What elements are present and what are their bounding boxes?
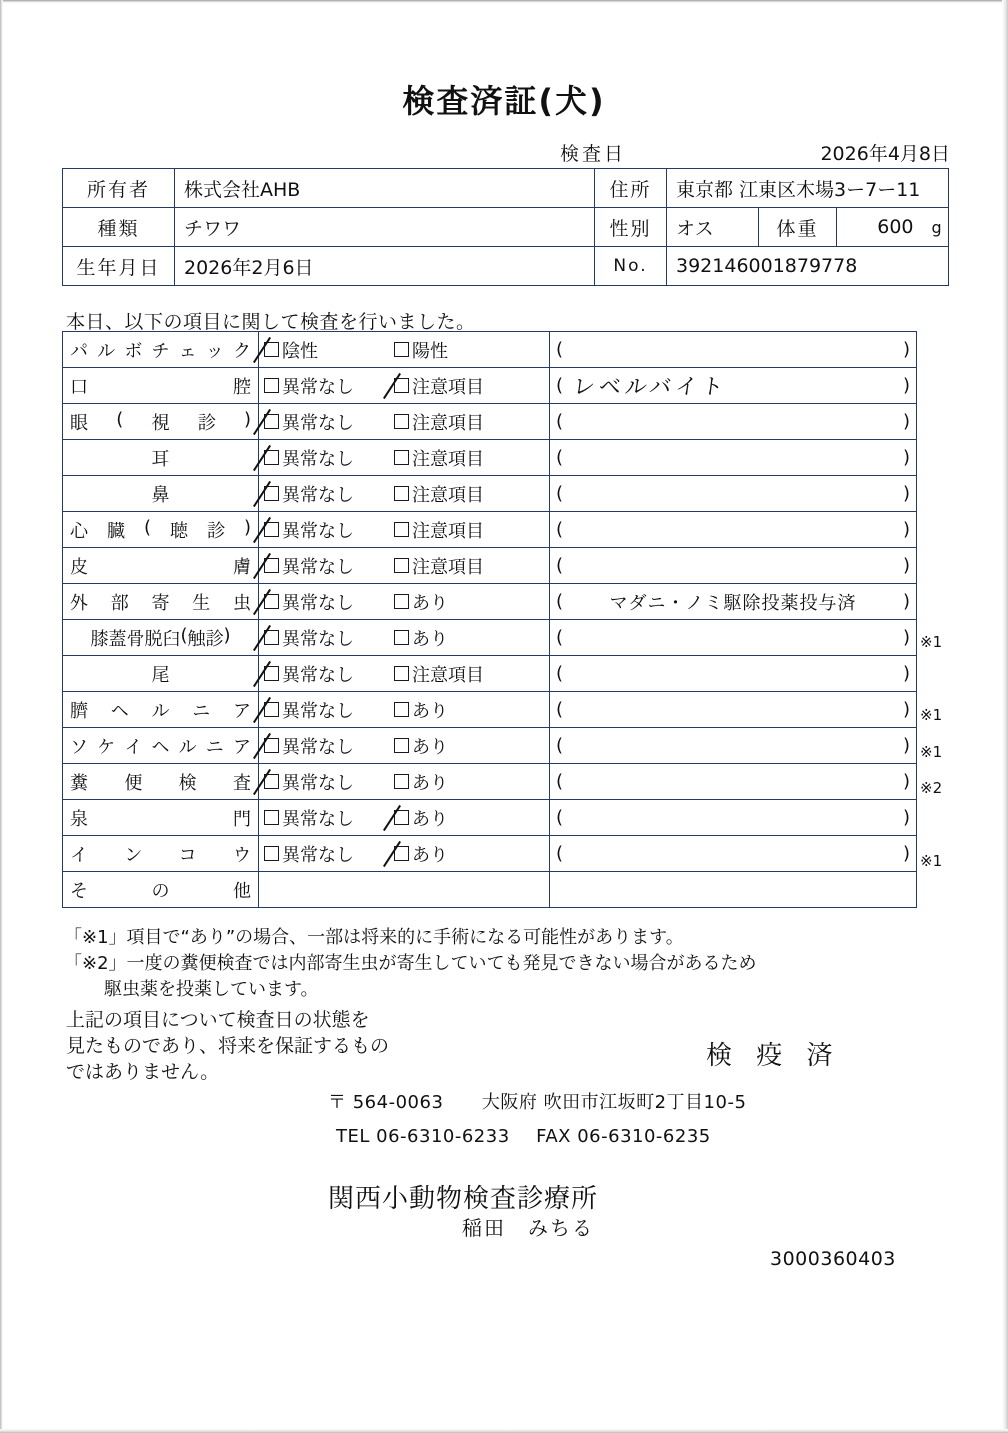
address-value: 東京都 江東区木場3ー7ー11: [667, 169, 949, 208]
checkbox-label: 異常なし: [282, 700, 354, 722]
exam-item-note[interactable]: [550, 440, 917, 476]
checkbox-option-2[interactable]: [394, 517, 484, 543]
exam-date-label: 検査日: [560, 143, 627, 165]
checkbox-label: 注意項目: [412, 412, 484, 434]
table-row: [63, 440, 917, 476]
checked-checkbox-icon[interactable]: [394, 846, 409, 861]
checkbox-label: 異常なし: [282, 844, 354, 866]
checkbox-label: 注意項目: [412, 664, 484, 686]
footnote-marker: ※2: [920, 779, 943, 798]
exam-item-label: 鼻: [63, 476, 259, 512]
exam-item-options: [259, 584, 550, 620]
veterinarian-name: 稲田 みちる: [462, 1216, 594, 1240]
checkbox-option-2[interactable]: [394, 805, 448, 831]
sex-label: 性別: [595, 208, 667, 247]
checkbox-label: 注意項目: [412, 520, 484, 542]
breed-label: 種類: [63, 208, 175, 247]
footnote-marker: ※1: [920, 852, 943, 871]
exam-item-label: イ ン コ ウ: [63, 836, 259, 872]
note-paren-open: (: [556, 591, 564, 612]
exam-item-options: [259, 800, 550, 836]
checked-checkbox-icon[interactable]: [264, 666, 279, 681]
weight-label: 体重: [759, 208, 837, 247]
footnote-marker: [920, 441, 990, 478]
checked-checkbox-icon[interactable]: [264, 594, 279, 609]
checked-checkbox-icon[interactable]: [264, 342, 279, 357]
checkbox-icon[interactable]: [394, 666, 409, 681]
exam-item-label: 臍 ヘ ル ニ ア: [63, 692, 259, 728]
note-paren-close: ): [902, 807, 910, 828]
table-row: [63, 692, 917, 728]
checkbox-label: 陽性: [412, 340, 448, 362]
exam-item-note[interactable]: [550, 332, 917, 368]
birthdate-label: 生年月日: [63, 247, 175, 286]
checkbox-label: 異常なし: [282, 592, 354, 614]
exam-item-label: ソ ケ イ ヘ ル ニ ア: [63, 728, 259, 764]
note-text: レベルバイト: [571, 375, 729, 400]
exam-item-options: [259, 512, 550, 548]
checkbox-option-1[interactable]: [264, 409, 394, 435]
checkbox-option-1[interactable]: [264, 445, 394, 471]
exam-item-label: 皮 膚: [63, 548, 259, 584]
table-row: [63, 404, 917, 440]
note-paren-open: (: [556, 843, 564, 864]
checkbox-label: 陰性: [282, 340, 318, 362]
checked-checkbox-icon[interactable]: [264, 774, 279, 789]
examination-checklist-table: [62, 331, 917, 908]
checkbox-option-1[interactable]: [264, 805, 394, 831]
clinic-address-text: 大阪府 吹田市江坂町2丁目10-5: [481, 1092, 747, 1113]
checkbox-icon[interactable]: [394, 738, 409, 753]
exam-item-note[interactable]: [550, 404, 917, 440]
note-paren-close: ): [902, 699, 910, 720]
checkbox-label: 異常なし: [282, 412, 354, 434]
checkbox-icon[interactable]: [394, 522, 409, 537]
checkbox-option-2[interactable]: [394, 553, 484, 579]
exam-item-options: [259, 404, 550, 440]
exam-item-label: 外 部 寄 生 虫: [63, 584, 259, 620]
note-paren-close: ): [902, 591, 910, 612]
sex-value: オス: [667, 208, 759, 247]
disclaimer-line-3: ではありません。: [66, 1061, 220, 1083]
note-paren-close: ): [902, 411, 910, 432]
page-title: 検査済証(犬): [402, 82, 606, 120]
checkbox-icon[interactable]: [394, 630, 409, 645]
checkbox-label: 注意項目: [412, 484, 484, 506]
exam-item-label: 眼 ( 視 診 ): [63, 404, 259, 440]
intro-sentence: 本日、以下の項目に関して検査を行いました。: [66, 311, 476, 333]
exam-item-label: そ の 他: [63, 872, 259, 908]
footnote-2-cont: 駆虫薬を投薬しています。: [104, 979, 319, 1000]
note-paren-close: ): [902, 375, 910, 396]
footnote-1: 「※1」項目で“あり”の場合、一部は将来的に手術になる可能性があります。: [64, 927, 684, 948]
note-paren-open: (: [556, 771, 564, 792]
exam-item-label: 口 腔: [63, 368, 259, 404]
table-row-breed: [63, 208, 949, 247]
footnote-marker: [920, 368, 990, 405]
note-paren-open: (: [556, 519, 564, 540]
footnote-marker: [920, 551, 990, 588]
exam-item-note[interactable]: [550, 656, 917, 692]
exam-item-note[interactable]: [550, 764, 917, 800]
checkbox-icon[interactable]: [394, 774, 409, 789]
exam-item-options: [259, 728, 550, 764]
footnote-marker: [920, 660, 990, 697]
checked-checkbox-icon[interactable]: [264, 486, 279, 501]
checkbox-label: あり: [412, 628, 448, 650]
note-paren-close: ): [902, 519, 910, 540]
checkbox-icon[interactable]: [394, 594, 409, 609]
checkbox-option-2[interactable]: [394, 661, 484, 687]
note-paren-close: ): [902, 483, 910, 504]
note-paren-open: (: [556, 483, 564, 504]
checkbox-icon[interactable]: [394, 558, 409, 573]
exam-item-label: 耳: [63, 440, 259, 476]
note-paren-close: ): [902, 735, 910, 756]
checkbox-label: 注意項目: [412, 376, 484, 398]
exam-item-note[interactable]: [550, 476, 917, 512]
postal-mark-icon: 〒: [328, 1092, 347, 1113]
checkbox-label: 異常なし: [282, 520, 354, 542]
table-row: [63, 332, 917, 368]
weight-value: 600: [837, 208, 923, 247]
footnote-marker: [920, 587, 990, 624]
table-row: [63, 476, 917, 512]
checked-checkbox-icon[interactable]: [264, 522, 279, 537]
checkbox-option-1[interactable]: [264, 553, 394, 579]
table-row: [63, 728, 917, 764]
exam-item-options: [259, 656, 550, 692]
scan-edge-right: [1002, 0, 1008, 1433]
exam-item-label: 泉 門: [63, 800, 259, 836]
exam-item-note[interactable]: [550, 512, 917, 548]
fax-label: FAX: [536, 1126, 571, 1147]
tel-label: TEL: [336, 1126, 370, 1147]
tel-number: 06-6310-6233: [376, 1126, 510, 1147]
exam-item-label: 尾: [63, 656, 259, 692]
weight-unit: g: [923, 208, 949, 247]
checked-checkbox-icon[interactable]: [264, 630, 279, 645]
registration-no-label: No.: [595, 247, 667, 286]
exam-item-note[interactable]: [550, 836, 917, 872]
table-row: [63, 620, 917, 656]
footnote-marker: [920, 477, 990, 514]
checkbox-label: 異常なし: [282, 484, 354, 506]
scan-edge-bottom: [0, 1429, 1008, 1433]
exam-item-note[interactable]: [550, 800, 917, 836]
checkbox-option-2[interactable]: [394, 337, 448, 363]
quarantine-stamp: 検 疫 済: [706, 1041, 841, 1071]
disclaimer-line-1: 上記の項目について検査日の状態を: [66, 1009, 370, 1031]
clinic-postal-code: 564-0063: [352, 1092, 444, 1113]
checkbox-option-1[interactable]: [264, 841, 394, 867]
checkbox-label: 異常なし: [282, 664, 354, 686]
exam-item-options: [259, 548, 550, 584]
checkbox-icon[interactable]: [264, 378, 279, 393]
checkbox-icon[interactable]: [264, 810, 279, 825]
checkbox-option-1[interactable]: [264, 733, 394, 759]
exam-item-note[interactable]: [550, 692, 917, 728]
exam-item-note[interactable]: [550, 872, 917, 908]
footnote-marker: [920, 880, 990, 917]
animal-info-table: [62, 168, 949, 286]
checkbox-option-1[interactable]: [264, 481, 394, 507]
scan-edge-top: [0, 0, 1008, 3]
disclaimer-line-2: 見たものであり、将来を保証するもの: [66, 1035, 390, 1057]
checkbox-option-2[interactable]: [394, 409, 484, 435]
checkbox-label: 異常なし: [282, 808, 354, 830]
checkbox-option-1[interactable]: [264, 661, 394, 687]
checkbox-option-1[interactable]: [264, 769, 394, 795]
checked-checkbox-icon[interactable]: [394, 378, 409, 393]
exam-item-label: 心 臓 ( 聴 診 ): [63, 512, 259, 548]
table-row-owner: [63, 169, 949, 208]
exam-item-note[interactable]: [550, 368, 917, 404]
table-row: [63, 764, 917, 800]
footnote-2: 「※2」一度の糞便検査では内部寄生虫が寄生していても発見できない場合があるため: [64, 953, 757, 974]
checkbox-option-2[interactable]: [394, 373, 484, 399]
table-row: [63, 800, 917, 836]
checkbox-option-2[interactable]: [394, 445, 484, 471]
table-row: [63, 548, 917, 584]
checkbox-label: あり: [412, 700, 448, 722]
note-paren-close: ): [902, 447, 910, 468]
note-paren-open: (: [556, 735, 564, 756]
checked-checkbox-icon[interactable]: [264, 738, 279, 753]
exam-item-options: [259, 476, 550, 512]
note-paren-close: ): [902, 555, 910, 576]
footnote-marker: [920, 807, 990, 844]
exam-item-options: [259, 836, 550, 872]
note-paren-close: ): [902, 339, 910, 360]
checkbox-icon[interactable]: [394, 342, 409, 357]
exam-date-value: 2026年4月8日: [820, 143, 950, 165]
checkbox-option-1[interactable]: [264, 625, 394, 651]
checkbox-option-1[interactable]: [264, 373, 394, 399]
registration-no-value: 392146001879778: [667, 247, 949, 286]
checkbox-label: あり: [412, 772, 448, 794]
checkbox-option-2[interactable]: [394, 769, 448, 795]
footnote-marker: [920, 331, 990, 368]
checkbox-label: あり: [412, 736, 448, 758]
note-paren-open: (: [556, 663, 564, 684]
table-row: [63, 368, 917, 404]
table-row: [63, 512, 917, 548]
exam-item-options: [259, 620, 550, 656]
exam-item-options: [259, 692, 550, 728]
document-reference-number: 3000360403: [770, 1248, 896, 1270]
exam-item-note[interactable]: [550, 584, 917, 620]
checked-checkbox-icon[interactable]: [264, 414, 279, 429]
table-row-birthdate: [63, 247, 949, 286]
owner-label: 所有者: [63, 169, 175, 208]
address-label: 住所: [595, 169, 667, 208]
checkbox-label: 異常なし: [282, 628, 354, 650]
exam-item-options: [259, 440, 550, 476]
note-paren-close: ): [902, 771, 910, 792]
checkbox-option-2[interactable]: [394, 697, 448, 723]
checkbox-option-1[interactable]: [264, 337, 394, 363]
exam-item-note[interactable]: [550, 728, 917, 764]
note-paren-open: (: [556, 627, 564, 648]
checkbox-option-2[interactable]: [394, 589, 448, 615]
checkbox-label: 注意項目: [412, 448, 484, 470]
checkbox-label: 異常なし: [282, 736, 354, 758]
exam-item-note[interactable]: [550, 548, 917, 584]
footnote-marker: ※1: [920, 632, 943, 651]
checkbox-option-2[interactable]: [394, 841, 448, 867]
fax-number: 06-6310-6235: [577, 1126, 711, 1147]
note-paren-open: (: [556, 447, 564, 468]
table-row: [63, 872, 917, 908]
exam-item-label: パ ル ボ チ ェ ッ ク: [63, 332, 259, 368]
checkbox-option-2[interactable]: [394, 733, 448, 759]
checkbox-label: あり: [412, 844, 448, 866]
checkbox-label: 異常なし: [282, 772, 354, 794]
checked-checkbox-icon[interactable]: [394, 810, 409, 825]
breed-value: チワワ: [175, 208, 595, 247]
note-paren-open: (: [556, 555, 564, 576]
clinic-address: [328, 1088, 746, 1114]
checkbox-icon[interactable]: [264, 846, 279, 861]
checkbox-icon[interactable]: [394, 486, 409, 501]
exam-item-options: [259, 872, 550, 908]
footnote-marker: ※1: [920, 705, 943, 724]
disclaimer: [66, 1007, 389, 1085]
exam-item-options: [259, 764, 550, 800]
checkbox-label: 異常なし: [282, 376, 354, 398]
note-paren-open: (: [556, 339, 564, 360]
checkbox-label: あり: [412, 808, 448, 830]
checkbox-option-2[interactable]: [394, 625, 448, 651]
footnote-marker: ※1: [920, 742, 943, 761]
checked-checkbox-icon[interactable]: [264, 558, 279, 573]
checkbox-option-2[interactable]: [394, 481, 484, 507]
checked-checkbox-icon[interactable]: [264, 702, 279, 717]
scan-edge-left: [0, 0, 3, 1433]
footnote-marker: [920, 514, 990, 551]
footnotes: [64, 925, 757, 1003]
checkbox-icon[interactable]: [394, 414, 409, 429]
note-paren-open: (: [556, 807, 564, 828]
checkbox-option-1[interactable]: [264, 589, 394, 615]
note-paren-open: (: [556, 375, 564, 396]
table-row: [63, 584, 917, 620]
footnote-marker-column: [920, 331, 990, 917]
exam-item-options: [259, 332, 550, 368]
checkbox-label: あり: [412, 592, 448, 614]
exam-item-label: 糞 便 検 査: [63, 764, 259, 800]
checkbox-option-1[interactable]: [264, 517, 394, 543]
checkbox-icon[interactable]: [394, 702, 409, 717]
clinic-name: 関西小動物検査診療所: [328, 1184, 599, 1214]
exam-item-label: 膝 蓋 骨 脱 臼 ( 触 診 ): [63, 620, 259, 656]
clinic-contact: [336, 1126, 711, 1147]
exam-item-options: [259, 368, 550, 404]
owner-value: 株式会社AHB: [175, 169, 595, 208]
checkbox-label: 注意項目: [412, 556, 484, 578]
note-paren-close: ): [902, 663, 910, 684]
footnote-marker: [920, 404, 990, 441]
table-row: [63, 836, 917, 872]
checkbox-label: 異常なし: [282, 448, 354, 470]
checkbox-option-1[interactable]: [264, 697, 394, 723]
note-paren-close: ): [902, 627, 910, 648]
checkbox-label: 異常なし: [282, 556, 354, 578]
note-paren-close: ): [902, 843, 910, 864]
exam-item-note[interactable]: [550, 620, 917, 656]
note-text: マダニ・ノミ駆除投薬投与済: [609, 592, 857, 614]
checked-checkbox-icon[interactable]: [264, 450, 279, 465]
birthdate-value: 2026年2月6日: [175, 247, 595, 286]
exam-date-row: [560, 139, 950, 166]
note-paren-open: (: [556, 411, 564, 432]
note-paren-open: (: [556, 699, 564, 720]
checkbox-icon[interactable]: [394, 450, 409, 465]
table-row: [63, 656, 917, 692]
